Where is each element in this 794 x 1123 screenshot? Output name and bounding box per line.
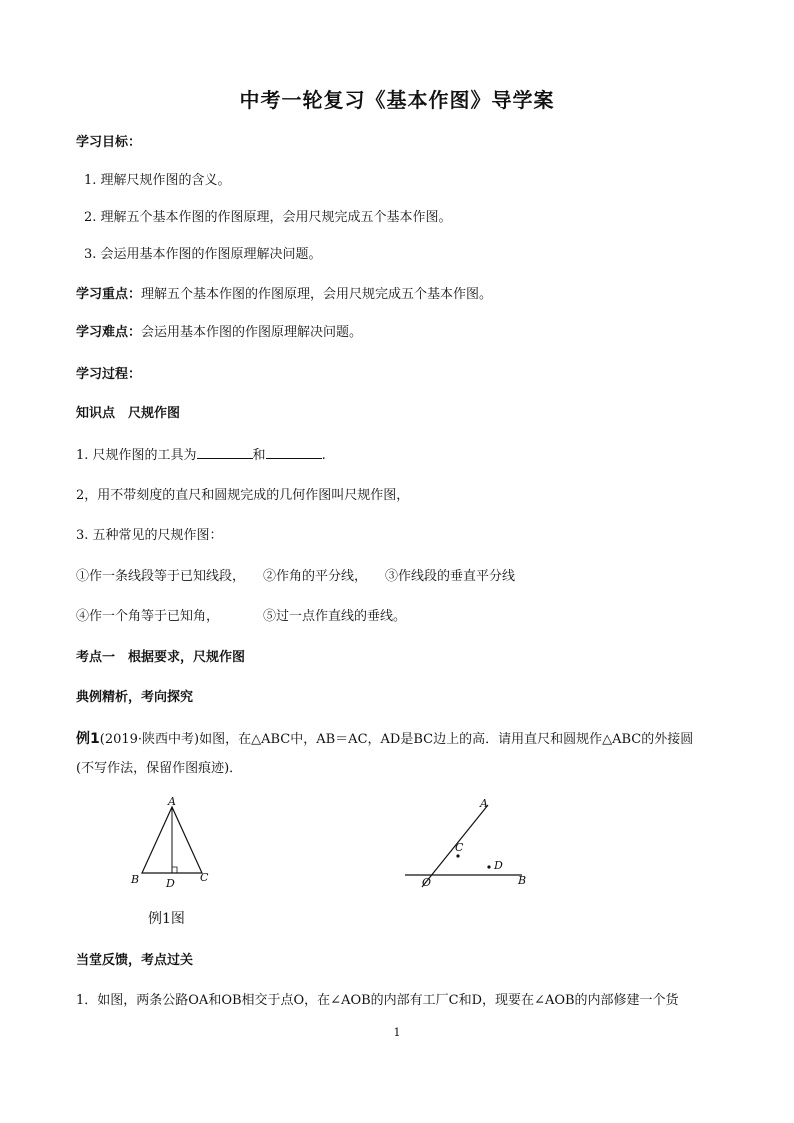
example1-line1 (76, 730, 693, 749)
q1-prefix: 1. 尺规作图的工具为 (76, 448, 197, 463)
q1-end: . (321, 448, 326, 463)
right-angle-mark (172, 867, 177, 873)
key-point-text: 理解五个基本作图的作图原理，会用尺规完成五个基本作图。 (141, 287, 493, 302)
label-b: B (131, 873, 140, 886)
label-d: D (166, 877, 175, 890)
example1-text: (2019·陕西中考)如图，在△ABC中，AB＝AC，AD是BC边上的高．请用直尺和圆规作△ABC的外接圆 (99, 732, 694, 747)
triangle-figure (120, 795, 230, 895)
construction-item-5: ⑤过一点作直线的垂线。 (263, 609, 407, 624)
construction-item-1: ①作一条线段等于已知线段， (76, 569, 246, 584)
key-point-label: 学习重点： (76, 287, 142, 302)
difficulty-text: 会运用基本作图的作图原理解决问题。 (141, 325, 363, 340)
objective-item-1: 1. 理解尺规作图的含义。 (84, 173, 231, 188)
example-section-heading: 典例精析，考向探究 (76, 690, 194, 705)
feedback-heading: 当堂反馈，考点过关 (76, 953, 194, 968)
point-d (487, 865, 490, 868)
problem-1: 1．如图，两条公路OA和OB相交于点O，在∠AOB的内部有工厂C和D，现要在∠AOB的内部修建一个货 (76, 993, 679, 1008)
label-c: C (455, 841, 464, 854)
knowledge-q1 (76, 446, 326, 465)
page-title: 中考一轮复习《基本作图》导学案 (239, 88, 555, 112)
label-o: O (422, 876, 432, 889)
figure1-caption: 例1图 (148, 911, 185, 927)
objective-item-2: 2. 理解五个基本作图的作图原理，会用尺规完成五个基本作图。 (84, 210, 452, 225)
label-d: D (494, 859, 503, 872)
q1-and: 和 (252, 448, 266, 463)
page-number: 1 (393, 1026, 401, 1039)
process-heading: 学习过程： (76, 367, 142, 382)
label-a: A (480, 797, 488, 810)
label-a: A (168, 795, 176, 808)
construction-row-1 (76, 568, 515, 586)
construction-item-2: ②作角的平分线， (263, 569, 368, 584)
point-c (456, 854, 459, 857)
label-c: C (200, 871, 209, 884)
knowledge-q3: 3. 五种常见的尺规作图： (76, 528, 223, 543)
construction-row-2 (76, 608, 406, 626)
example1-line2: (不写作法，保留作图痕迹)． (76, 761, 243, 776)
objective-item-3: 3. 会运用基本作图的作图原理解决问题。 (84, 247, 322, 262)
objectives-heading: 学习目标： (76, 135, 142, 150)
kaodian-heading: 考点一 根据要求，尺规作图 (76, 650, 246, 665)
answer-blank-1[interactable] (197, 446, 253, 459)
label-b: B (518, 874, 527, 887)
construction-item-3: ③作线段的垂直平分线 (385, 569, 516, 584)
angle-figure (400, 795, 540, 895)
example1-label: 例1 (76, 731, 100, 747)
difficulty-label: 学习难点： (76, 325, 142, 340)
knowledge-q2: 2，用不带刻度的直尺和圆规完成的几何作图叫尺规作图， (76, 488, 410, 503)
answer-blank-2[interactable] (266, 446, 322, 459)
key-point (76, 286, 492, 304)
construction-item-4: ④作一个角等于已知角， (76, 609, 220, 624)
difficulty (76, 324, 362, 342)
knowledge-heading: 知识点 尺规作图 (76, 406, 181, 421)
